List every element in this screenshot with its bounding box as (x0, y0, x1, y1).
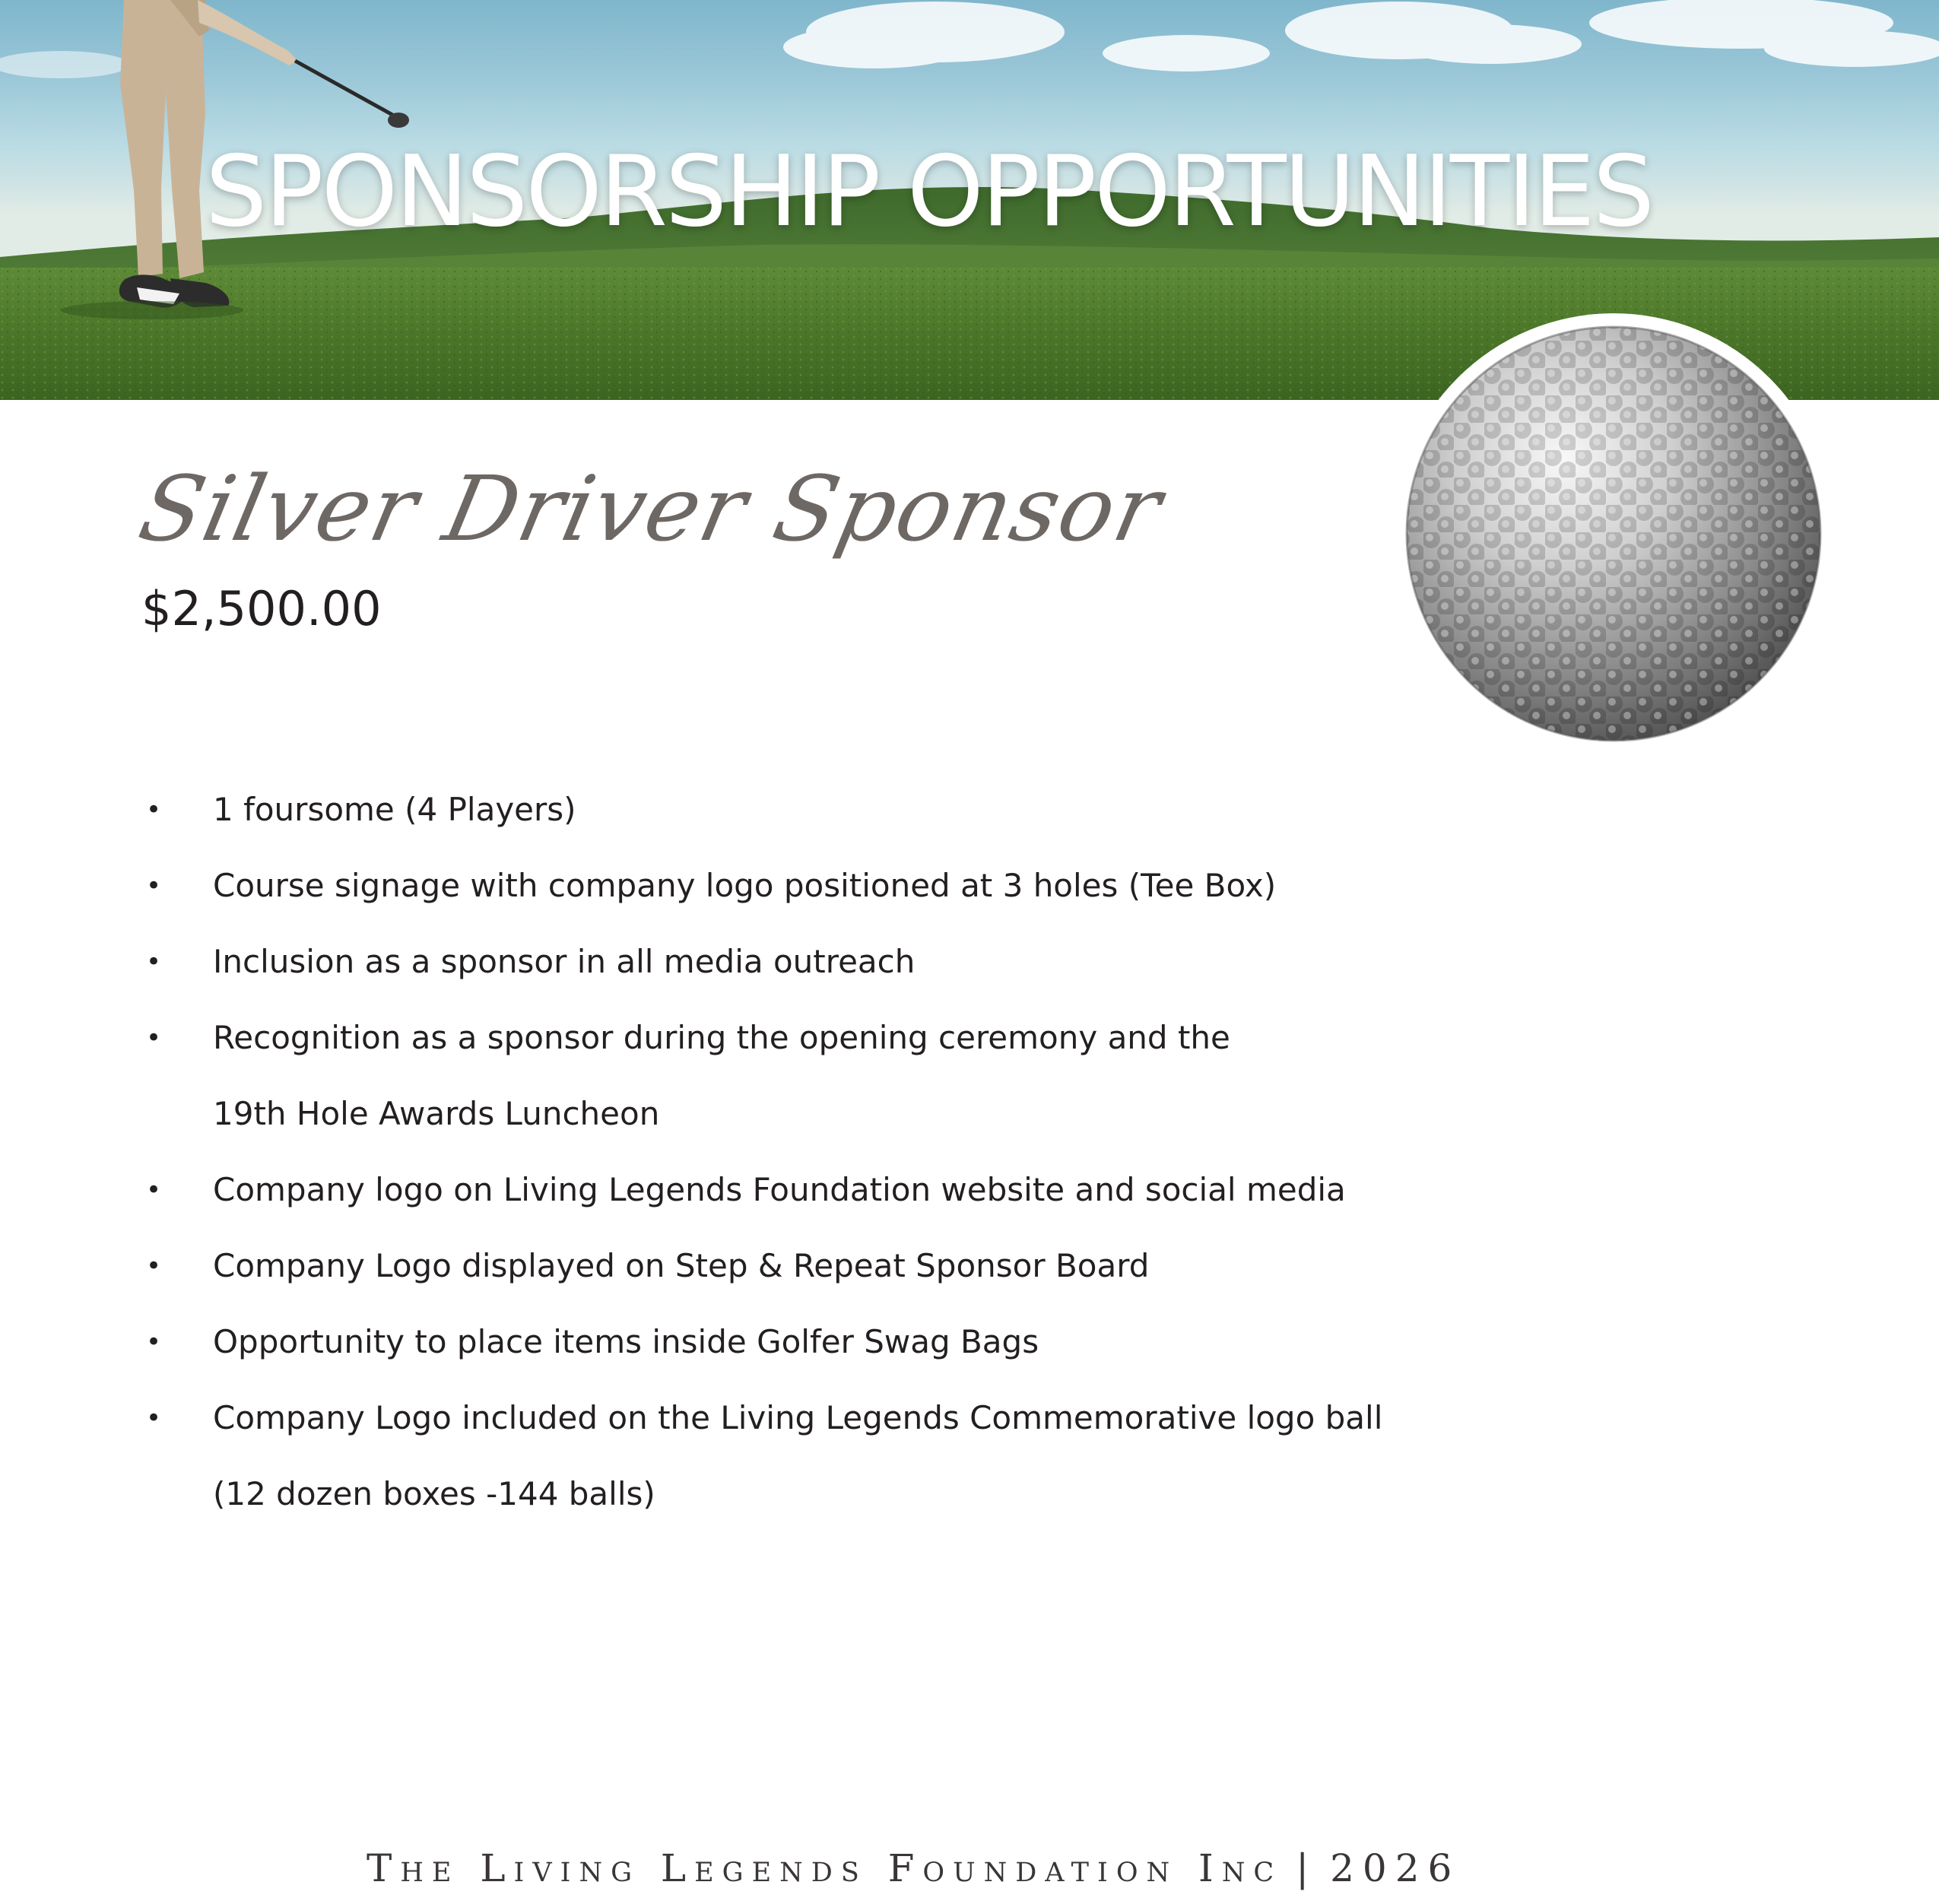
benefit-item (0, 1380, 1506, 1532)
benefit-text-continuation: (12 dozen boxes -144 balls) (213, 1475, 655, 1512)
footer-separator: | (1296, 1846, 1309, 1890)
bullet-dot-icon: • (146, 871, 162, 901)
bullet-dot-icon: • (146, 947, 162, 977)
footer-year: 2026 (1330, 1846, 1461, 1890)
benefit-item (0, 1304, 1506, 1380)
benefit-text: Course signage with company logo positioned at 3 holes (Tee Box) (213, 867, 1277, 904)
sponsor-tier-title: Silver Driver Sponsor (131, 456, 1172, 561)
page-title: SPONSORSHIP OPPORTUNITIES (205, 135, 1652, 249)
bullet-dot-icon: • (146, 1251, 162, 1281)
bullet-dot-icon: • (146, 1023, 162, 1053)
footer (367, 1846, 1460, 1890)
bullet-dot-icon: • (146, 795, 162, 825)
benefit-text: Opportunity to place items inside Golfer Swag Bags (213, 1323, 1039, 1360)
benefit-item (0, 1000, 1506, 1152)
bullet-dot-icon: • (146, 1327, 162, 1357)
clouds (0, 0, 1939, 78)
benefit-text: Company Logo included on the Living Legends Commemorative logo ball (213, 1399, 1383, 1436)
benefit-text: Inclusion as a sponsor in all media outreach (213, 943, 916, 980)
bullet-dot-icon: • (146, 1175, 162, 1205)
benefit-text: Recognition as a sponsor during the opening ceremony and the (213, 1019, 1230, 1056)
benefits-list (0, 772, 1506, 1532)
benefit-text-continuation: 19th Hole Awards Luncheon (213, 1095, 660, 1132)
benefit-item (0, 848, 1506, 924)
footer-organization: The Living Legends Foundation Inc (367, 1846, 1283, 1890)
benefit-item (0, 1152, 1506, 1228)
sponsor-tier-price: $2,500.00 (141, 581, 382, 636)
benefit-text: 1 foursome (4 Players) (213, 791, 576, 828)
golf-ball-icon (1393, 313, 1834, 754)
benefit-text: Company logo on Living Legends Foundation website and social media (213, 1171, 1346, 1208)
benefit-item (0, 1228, 1506, 1304)
benefit-item (0, 924, 1506, 1000)
benefit-text: Company Logo displayed on Step & Repeat Sponsor Board (213, 1247, 1150, 1284)
bullet-dot-icon: • (146, 1403, 162, 1433)
benefit-item (0, 772, 1506, 848)
